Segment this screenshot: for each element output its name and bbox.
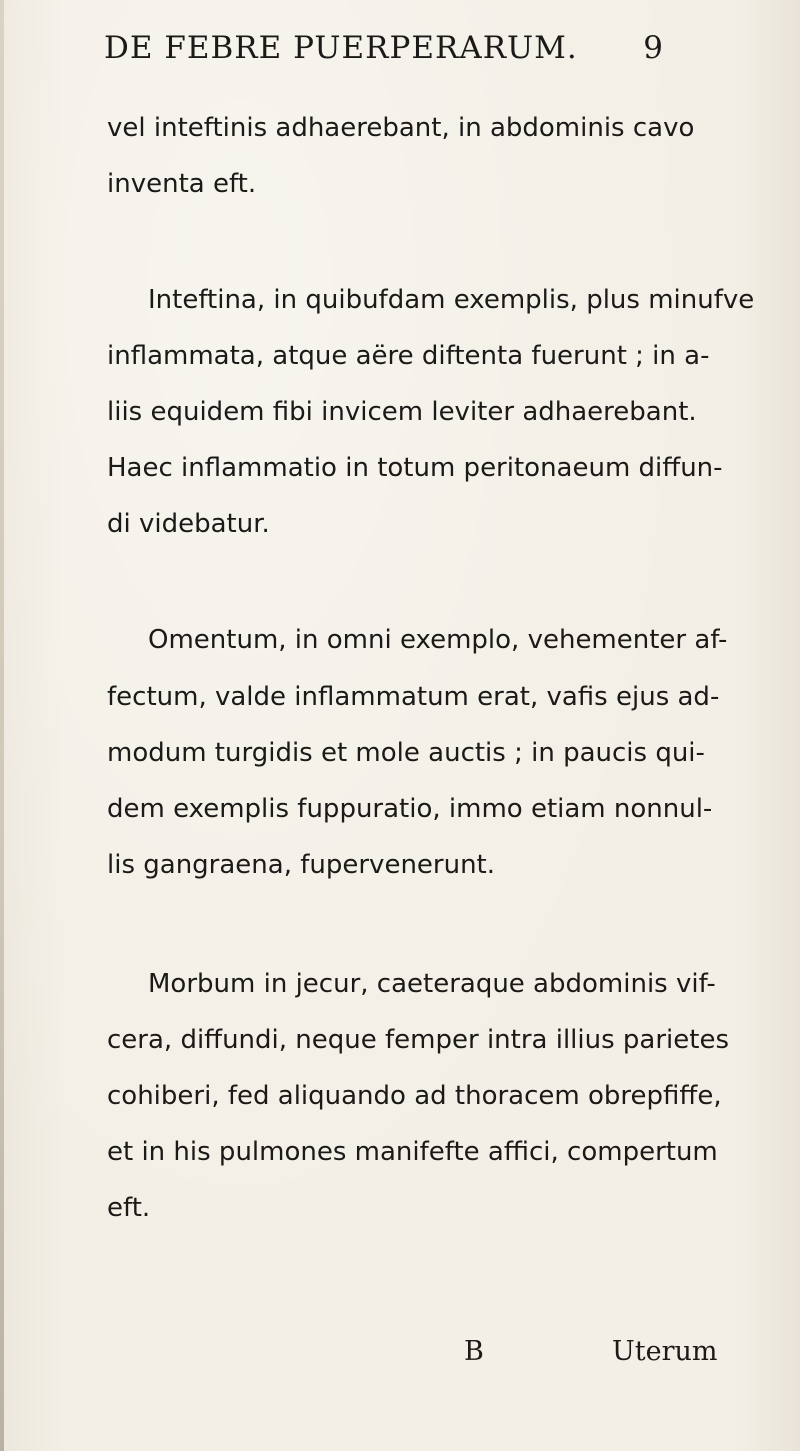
text-line: inventa eft. (107, 169, 257, 199)
text-line: et in his pulmones manifefte affici, compertum (107, 1137, 718, 1167)
text-line: liis equidem fibi invicem leviter adhaerebant. (107, 397, 697, 427)
signature-mark: B (464, 1336, 484, 1367)
text-line: Morbum in jecur, caeteraque abdominis vif- (148, 969, 716, 999)
catchword: Uterum (612, 1336, 718, 1367)
text-line: Haec inflammatio in totum peritonaeum diffun- (107, 453, 723, 483)
text-line: lis gangraena, fupervenerunt. (107, 850, 496, 880)
text-line: Omentum, in omni exemplo, vehementer af- (148, 625, 728, 655)
text-line: fectum, valde inflammatum erat, vafis ejus ad- (107, 682, 720, 712)
page-number: 9 (643, 30, 664, 66)
text-line: Inteftina, in quibufdam exemplis, plus minufve (148, 285, 755, 315)
page-footer (0, 1336, 800, 1376)
text-line: dem exemplis fuppuratio, immo etiam nonnul- (107, 794, 713, 824)
text-line: di videbatur. (107, 509, 270, 539)
text-line: inflammata, atque aëre diftenta fuerunt ; in a- (107, 341, 710, 371)
text-line: cohiberi, fed aliquando ad thoracem obrepfiffe, (107, 1081, 722, 1111)
running-title: DE FEBRE PUERPERARUM. (104, 30, 578, 66)
text-line: cera, diffundi, neque femper intra illius parietes (107, 1025, 729, 1055)
text-line: vel inteftinis adhaerebant, in abdominis cavo (107, 113, 695, 143)
text-line: eft. (107, 1193, 151, 1223)
text-line: modum turgidis et mole auctis ; in paucis qui- (107, 738, 705, 768)
